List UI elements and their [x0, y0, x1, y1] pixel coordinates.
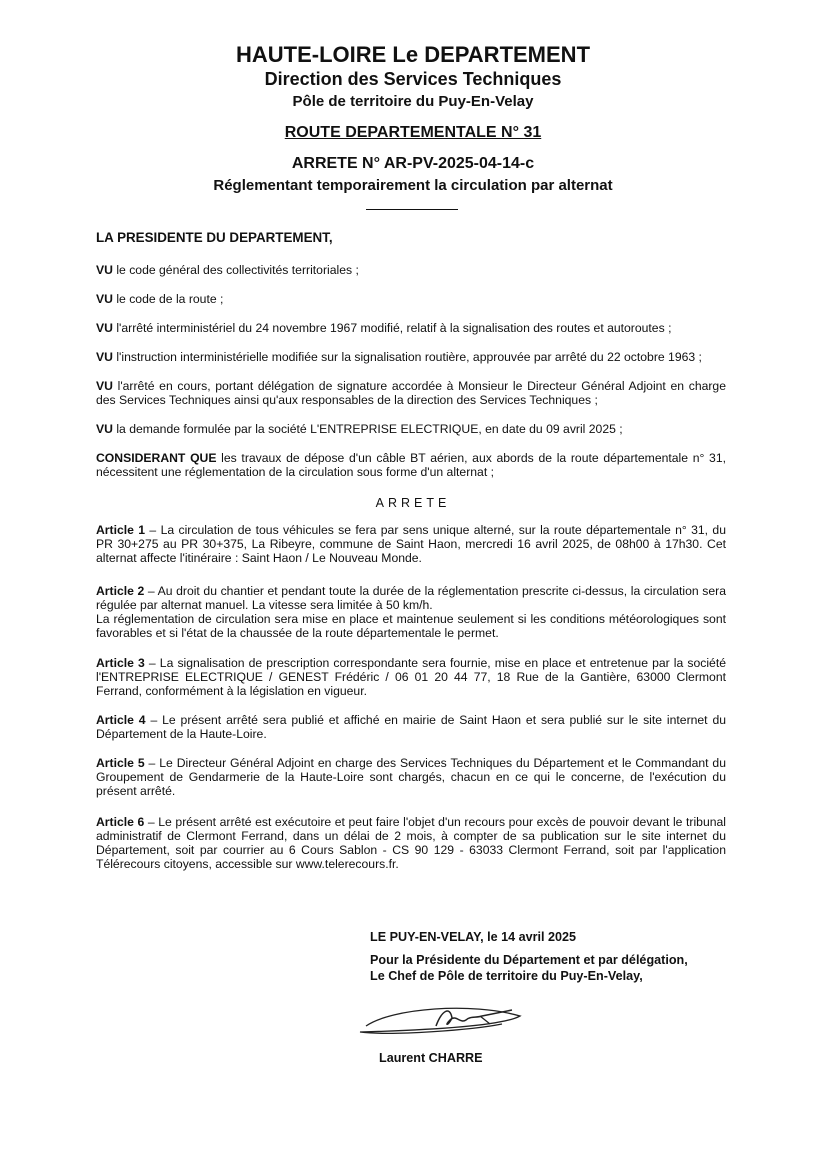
article-text-continued: La réglementation de circulation sera mise en place et maintenue seulement si les conditions météorologiques sont favorables et si l'état de la chaussée de la route départementale le permet. [96, 612, 726, 640]
visa-lead: VU [96, 379, 113, 393]
visa-lead: VU [96, 321, 113, 335]
article-2 [96, 584, 726, 640]
article-lead: Article 4 [96, 713, 146, 727]
article-4 [96, 713, 726, 741]
article-lead: Article 2 [96, 584, 145, 598]
considerant-lead: CONSIDERANT QUE [96, 451, 217, 465]
article-text: – La circulation de tous véhicules se fera par sens unique alterné, sur la route départementale n° 31, du PR 30+275 au PR 30+375, La Ribeyre, commune de Saint Haon, mercredi 16 avril 2025, de 08h00 à 17h30. Cet alternat affecte l'itinéraire : Saint Haon / Le Nouveau Monde. [96, 523, 726, 565]
article-lead: Article 3 [96, 656, 145, 670]
article-lead: Article 5 [96, 756, 145, 770]
visa-text: le code de la route ; [112, 292, 224, 306]
visa-lead: VU [96, 350, 113, 364]
article-lead: Article 1 [96, 523, 146, 537]
signatory-name: Laurent CHARRE [379, 1051, 483, 1065]
visa-text: l'instruction interministérielle modifiée sur la signalisation routière, approuvée par arrêté du 22 octobre 1963 ; [112, 350, 702, 364]
title-separator [366, 209, 458, 210]
place-date: LE PUY-EN-VELAY, le 14 avril 2025 [370, 930, 577, 944]
delegation-line-1: Pour la Présidente du Département et par délégation, [370, 953, 688, 967]
visa-6 [96, 422, 726, 436]
article-5 [96, 756, 726, 798]
article-1 [96, 523, 726, 565]
handwritten-signature-icon [352, 996, 532, 1044]
president-heading: LA PRESIDENTE DU DEPARTEMENT, [96, 230, 333, 245]
delegation-line-2: Le Chef de Pôle de territoire du Puy-En-Velay, [370, 969, 643, 983]
department-title: HAUTE-LOIRE Le DEPARTEMENT [235, 42, 591, 67]
route-title: ROUTE DEPARTEMENTALE N° 31 [284, 124, 542, 141]
considerant [96, 451, 726, 479]
visa-5 [96, 379, 726, 407]
visa-text: l'arrêté interministériel du 24 novembre 1967 modifié, relatif à la signalisation des routes et autoroutes ; [112, 321, 672, 335]
article-text: – Au droit du chantier et pendant toute la durée de la réglementation prescrite ci-dessus, la circulation sera régulée par alternat manuel. La vitesse sera limitée à 50 km/h. [96, 584, 726, 612]
article-3 [96, 656, 726, 698]
visa-lead: VU [96, 263, 113, 277]
article-text: – Le Directeur Général Adjoint en charge des Services Techniques du Département et le Commandant du Groupement de Gendarmerie de la Haute-Loire sont chargés, chacun en ce qui le concerne, de l'exécution du présent arrêté. [96, 756, 726, 798]
arrete-number: ARRETE N° AR-PV-2025-04-14-c [291, 155, 535, 172]
article-text: – La signalisation de prescription correspondante sera fournie, mise en place et entretenue par la société l'ENTREPRISE ELECTRIQUE / GENEST Frédéric / 06 01 20 44 77, 18 Rue de la Gantière, 63000 Clermont Ferrand, conformément à la législation en vigueur. [96, 656, 726, 698]
visa-2 [96, 292, 726, 306]
visa-lead: VU [96, 422, 113, 436]
arrete-heading: ARRETE [375, 496, 451, 510]
article-text: – Le présent arrêté est exécutoire et peut faire l'objet d'un recours pour excès de pouvoir devant le tribunal administratif de Clermont Ferrand, dans un délai de 2 mois, à compter de sa publication sur le site internet du Département, soit par courrier au 6 Cours Sablon - CS 90 129 - 63033 Clermont Ferrand, soit par l'application Télérecours citoyens, accessible sur www.telerecours.fr. [96, 815, 726, 871]
article-lead: Article 6 [96, 815, 145, 829]
direction-title: Direction des Services Techniques [264, 69, 562, 89]
visa-text: le code général des collectivités territoriales ; [112, 263, 359, 277]
visa-3 [96, 321, 726, 335]
visa-text: l'arrêté en cours, portant délégation de signature accordée à Monsieur le Directeur Général Adjoint en charge des Services Techniques ainsi qu'aux responsables de la direction des Services Techniques ; [96, 379, 726, 407]
visa-1 [96, 263, 726, 277]
visa-text: la demande formulée par la société L'ENTREPRISE ELECTRIQUE, en date du 09 avril 2025 ; [112, 422, 623, 436]
visa-4 [96, 350, 726, 364]
article-6 [96, 815, 726, 871]
visa-lead: VU [96, 292, 113, 306]
arrete-subtitle: Réglementant temporairement la circulation par alternat [213, 177, 613, 194]
article-text: – Le présent arrêté sera publié et affiché en mairie de Saint Haon et sera publié sur le site internet du Département de la Haute-Loire. [96, 713, 726, 741]
considerant-text: les travaux de dépose d'un câble BT aérien, aux abords de la route départementale n° 31, nécessitent une réglementation de la circulation sous forme d'un alternat ; [96, 451, 726, 479]
pole-title: Pôle de territoire du Puy-En-Velay [292, 93, 534, 110]
